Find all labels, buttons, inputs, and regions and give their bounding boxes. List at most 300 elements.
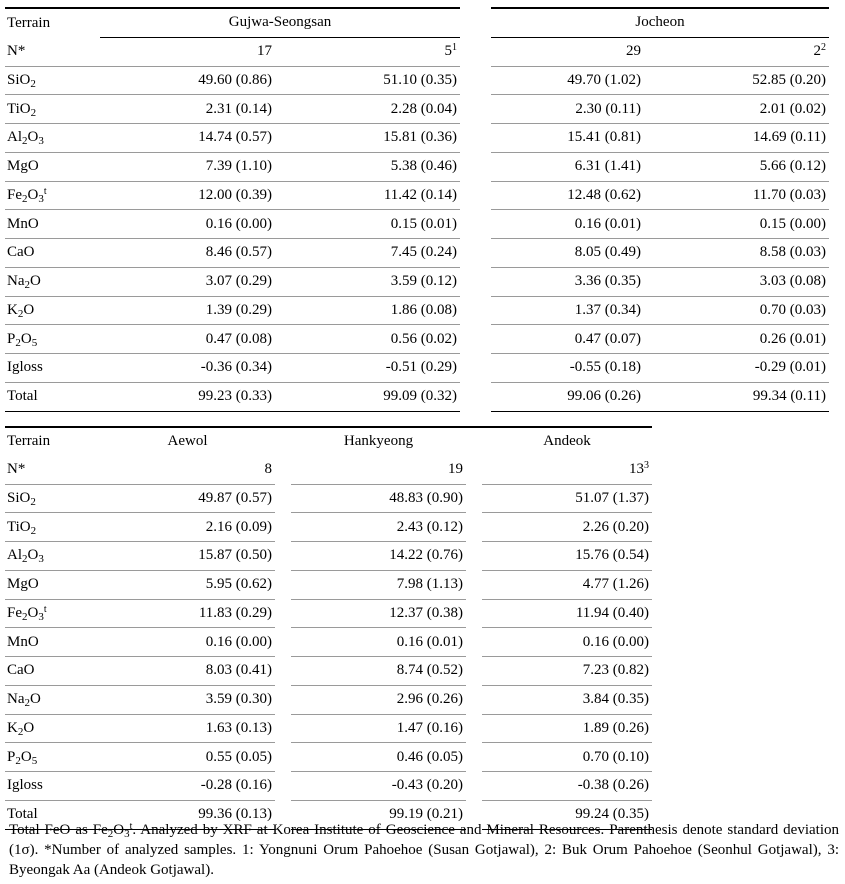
value-cell xyxy=(491,66,644,95)
value-text: 8.05 (0.49) xyxy=(574,244,641,261)
oxide-label xyxy=(5,296,100,325)
value-text: 4.77 (1.26) xyxy=(582,576,649,593)
value-cell xyxy=(275,210,460,239)
sample-count: 17 xyxy=(257,43,272,60)
oxide-row xyxy=(5,239,829,268)
value-cell xyxy=(482,714,652,743)
column-gap xyxy=(275,743,291,772)
oxide-name: Fe xyxy=(7,186,22,203)
oxide-label xyxy=(5,685,100,714)
value-cell xyxy=(100,513,275,542)
oxide-row xyxy=(5,325,829,354)
value-cell xyxy=(100,772,275,801)
value-text: 8.46 (0.57) xyxy=(205,244,272,261)
value-cell xyxy=(482,513,652,542)
value-text: 15.81 (0.36) xyxy=(383,129,457,146)
oxide-name: CaO xyxy=(7,244,35,261)
oxide-name-suffix: O xyxy=(23,719,35,736)
value-text: 2.96 (0.26) xyxy=(396,691,463,708)
value-text: 0.47 (0.08) xyxy=(205,330,272,347)
column-gap xyxy=(460,382,491,411)
value-text: 11.42 (0.14) xyxy=(383,186,457,203)
oxide-name: MgO xyxy=(7,576,39,593)
value-cell xyxy=(100,657,275,686)
oxide-name-suffix: O xyxy=(20,748,32,765)
value-text: 14.74 (0.57) xyxy=(198,129,272,146)
oxide-label xyxy=(5,354,100,383)
column-gap xyxy=(466,427,482,456)
value-text: 3.84 (0.35) xyxy=(582,691,649,708)
value-cell xyxy=(100,542,275,571)
column-gap xyxy=(275,772,291,801)
sample-count: 5 xyxy=(444,43,452,60)
oxide-row xyxy=(5,124,829,153)
value-text: 0.46 (0.05) xyxy=(396,748,463,765)
oxide-name: SiO xyxy=(7,71,31,88)
oxide-subscript: 2 xyxy=(24,697,30,710)
column-gap xyxy=(460,95,491,124)
value-text: 49.70 (1.02) xyxy=(567,71,641,88)
value-cell xyxy=(491,382,644,411)
oxide-row xyxy=(5,772,652,801)
oxide-label xyxy=(5,66,100,95)
oxide-row xyxy=(5,743,652,772)
oxide-subscript: 3 xyxy=(38,610,44,623)
oxide-name: TiO xyxy=(7,518,31,535)
value-text: 2.30 (0.11) xyxy=(575,100,641,117)
sample-count-cell xyxy=(491,37,644,66)
oxide-name: Al xyxy=(7,129,22,146)
value-text: 49.60 (0.86) xyxy=(198,71,272,88)
oxide-subscript: 2 xyxy=(17,307,24,320)
oxide-subscript: 5 xyxy=(31,336,38,349)
oxide-label xyxy=(5,95,100,124)
value-text: 99.34 (0.11) xyxy=(752,388,826,405)
sample-count-cell xyxy=(100,37,275,66)
value-cell xyxy=(100,267,275,296)
oxide-name: Igloss xyxy=(7,777,43,794)
column-gap xyxy=(460,37,491,66)
oxide-label xyxy=(5,325,100,354)
value-cell xyxy=(291,542,466,571)
column-gap xyxy=(460,239,491,268)
oxide-label xyxy=(5,382,100,411)
value-text: 99.19 (0.21) xyxy=(389,806,463,823)
oxide-label xyxy=(5,239,100,268)
oxide-row xyxy=(5,542,652,571)
value-text: 0.16 (0.00) xyxy=(205,633,272,650)
value-text: 99.36 (0.13) xyxy=(198,806,272,823)
column-gap xyxy=(275,599,291,628)
group-name: Hankyeong xyxy=(343,433,414,450)
sample-count: 8 xyxy=(264,461,272,478)
footnote-text-rest: . Analyzed by XRF at Korea Institute of Geoscience and Mineral Resources. Parenthesis denote standard deviation (1σ). *Number of analyzed samples. 1: Yongnuni Orum Pahoehoe (Susan Gotjawal), 2: Buk Orum Pahoehoe (Seonhul Gotjawal), 3: Byeongak Aa (Andeok Gotjawal). xyxy=(9,822,839,878)
value-text: 2.43 (0.12) xyxy=(396,518,463,535)
value-cell xyxy=(482,599,652,628)
value-text: 8.03 (0.41) xyxy=(205,662,272,679)
column-gap xyxy=(466,685,482,714)
value-cell xyxy=(100,484,275,513)
oxide-label xyxy=(5,714,100,743)
column-gap xyxy=(466,484,482,513)
column-gap xyxy=(275,628,291,657)
oxide-name: P xyxy=(7,748,16,765)
n-label-cell xyxy=(5,456,100,484)
value-text: 3.59 (0.30) xyxy=(205,691,272,708)
value-text: 11.70 (0.03) xyxy=(752,186,826,203)
value-text: 0.15 (0.01) xyxy=(390,215,457,232)
value-text: -0.29 (0.01) xyxy=(754,359,826,376)
n-label: N* xyxy=(7,42,26,59)
oxide-label xyxy=(5,599,100,628)
oxide-name: Al xyxy=(7,547,22,564)
value-text: 0.56 (0.02) xyxy=(390,330,457,347)
terrain-label: Terrain xyxy=(7,433,51,450)
value-cell xyxy=(491,354,644,383)
value-cell xyxy=(100,570,275,599)
oxide-name-suffix: O xyxy=(30,691,41,708)
value-cell xyxy=(275,152,460,181)
oxide-label xyxy=(5,743,100,772)
value-text: 14.69 (0.11) xyxy=(752,129,826,146)
oxide-name: Fe xyxy=(7,604,22,621)
group-name: Andeok xyxy=(543,433,591,450)
oxide-subscript: 2 xyxy=(22,192,28,205)
terrain-header xyxy=(5,427,100,456)
column-gap xyxy=(466,542,482,571)
value-text: 12.37 (0.38) xyxy=(389,604,463,621)
oxide-name: MnO xyxy=(7,633,39,650)
oxide-label xyxy=(5,657,100,686)
oxide-label xyxy=(5,124,100,153)
value-cell xyxy=(644,95,829,124)
column-gap xyxy=(275,456,291,484)
value-cell xyxy=(644,124,829,153)
group-header xyxy=(291,427,466,456)
value-cell xyxy=(491,152,644,181)
value-text: 0.15 (0.00) xyxy=(759,215,826,232)
oxide-label xyxy=(5,181,100,210)
value-text: 0.16 (0.00) xyxy=(205,215,272,232)
oxide-label xyxy=(5,267,100,296)
value-text: 12.48 (0.62) xyxy=(567,186,641,203)
value-cell xyxy=(644,354,829,383)
footnote-oxide: O xyxy=(113,822,125,838)
value-text: 1.63 (0.13) xyxy=(205,719,272,736)
value-cell xyxy=(291,599,466,628)
oxide-label xyxy=(5,628,100,657)
column-gap xyxy=(275,657,291,686)
value-text: 99.23 (0.33) xyxy=(198,388,272,405)
value-text: 1.86 (0.08) xyxy=(390,301,457,318)
sample-count-row xyxy=(5,456,652,484)
value-cell xyxy=(482,484,652,513)
oxide-row xyxy=(5,484,652,513)
oxide-row xyxy=(5,657,652,686)
oxide-superscript: t xyxy=(43,603,47,615)
table-footnote xyxy=(9,820,839,880)
value-text: 0.70 (0.10) xyxy=(582,748,649,765)
oxide-name: Total xyxy=(7,806,38,823)
oxide-subscript: 2 xyxy=(22,553,28,566)
value-text: 0.16 (0.01) xyxy=(574,215,641,232)
group-header xyxy=(100,8,460,37)
value-text: -0.43 (0.20) xyxy=(391,777,463,794)
sample-count-footnote-mark: 3 xyxy=(644,460,649,472)
value-cell xyxy=(644,382,829,411)
value-cell xyxy=(491,124,644,153)
oxide-label xyxy=(5,542,100,571)
oxide-row xyxy=(5,513,652,542)
value-cell xyxy=(482,772,652,801)
value-text: 1.37 (0.34) xyxy=(574,301,641,318)
value-cell xyxy=(291,484,466,513)
footnote-superscript: t xyxy=(129,821,133,832)
value-text: 0.55 (0.05) xyxy=(205,748,272,765)
column-gap xyxy=(460,124,491,153)
value-cell xyxy=(275,181,460,210)
sample-count: 29 xyxy=(626,43,641,60)
column-gap xyxy=(460,210,491,239)
value-cell xyxy=(275,382,460,411)
oxide-name-suffix: O xyxy=(27,547,39,564)
column-gap xyxy=(275,685,291,714)
oxide-subscript: 2 xyxy=(30,524,37,537)
group-header xyxy=(482,427,652,456)
column-gap xyxy=(460,66,491,95)
oxide-name: Igloss xyxy=(7,359,43,376)
column-gap xyxy=(460,354,491,383)
oxide-row xyxy=(5,599,652,628)
value-text: 52.85 (0.20) xyxy=(752,71,826,88)
value-text: 5.95 (0.62) xyxy=(205,576,272,593)
value-cell xyxy=(291,743,466,772)
oxide-subscript: 3 xyxy=(38,192,44,205)
value-cell xyxy=(491,239,644,268)
group-header xyxy=(100,427,275,456)
oxide-name: P xyxy=(7,330,16,347)
oxide-name: CaO xyxy=(7,662,35,679)
terrain-label: Terrain xyxy=(7,14,51,31)
value-text: -0.36 (0.34) xyxy=(200,359,272,376)
oxide-label xyxy=(5,152,100,181)
oxide-name: K xyxy=(7,301,18,318)
value-text: 1.89 (0.26) xyxy=(582,719,649,736)
value-cell xyxy=(275,296,460,325)
column-gap xyxy=(466,628,482,657)
value-text: 8.74 (0.52) xyxy=(396,662,463,679)
sample-count: 2 xyxy=(813,43,821,60)
value-cell xyxy=(275,354,460,383)
oxide-row xyxy=(5,685,652,714)
value-cell xyxy=(291,714,466,743)
value-cell xyxy=(644,325,829,354)
column-gap xyxy=(275,427,291,456)
value-text: 3.03 (0.08) xyxy=(759,273,826,290)
value-text: 3.36 (0.35) xyxy=(574,273,641,290)
header-row xyxy=(5,427,652,456)
oxide-name-suffix: O xyxy=(30,273,41,290)
value-text: -0.55 (0.18) xyxy=(569,359,641,376)
column-gap xyxy=(460,325,491,354)
value-text: 5.66 (0.12) xyxy=(759,158,826,175)
group-name: Aewol xyxy=(167,433,208,450)
value-cell xyxy=(100,599,275,628)
value-cell xyxy=(482,743,652,772)
oxide-row xyxy=(5,66,829,95)
oxide-name: Na xyxy=(7,273,25,290)
value-text: 15.76 (0.54) xyxy=(575,547,649,564)
value-cell xyxy=(291,772,466,801)
value-text: 12.00 (0.39) xyxy=(198,186,272,203)
oxide-name: SiO xyxy=(7,489,31,506)
value-cell xyxy=(291,570,466,599)
oxide-name-suffix: O xyxy=(27,604,39,621)
value-text: 7.98 (1.13) xyxy=(396,576,463,593)
value-text: 7.39 (1.10) xyxy=(205,158,272,175)
column-gap xyxy=(466,570,482,599)
footnote-subscript: 3 xyxy=(124,828,130,840)
oxide-subscript: 2 xyxy=(30,77,36,90)
sample-count: 13 xyxy=(629,461,644,478)
terrain-header xyxy=(5,8,100,37)
sample-count-footnote-mark: 1 xyxy=(452,42,457,54)
oxide-row xyxy=(5,152,829,181)
sample-count-cell xyxy=(644,37,829,66)
column-gap xyxy=(460,152,491,181)
value-text: 14.22 (0.76) xyxy=(389,547,463,564)
value-text: 11.94 (0.40) xyxy=(575,604,649,621)
oxide-name: TiO xyxy=(7,100,31,117)
value-cell xyxy=(482,657,652,686)
value-cell xyxy=(100,628,275,657)
value-text: 2.26 (0.20) xyxy=(582,518,649,535)
value-text: 15.41 (0.81) xyxy=(567,129,641,146)
column-gap xyxy=(466,456,482,484)
value-cell xyxy=(644,181,829,210)
value-text: 2.16 (0.09) xyxy=(205,518,272,535)
group-name: Jocheon xyxy=(635,14,685,31)
value-cell xyxy=(491,325,644,354)
oxide-name: Na xyxy=(7,691,25,708)
oxide-subscript: 2 xyxy=(15,336,21,349)
value-cell xyxy=(100,124,275,153)
value-cell xyxy=(482,570,652,599)
oxide-subscript: 5 xyxy=(31,754,38,767)
oxide-name: MgO xyxy=(7,158,39,175)
group-header xyxy=(491,8,829,37)
value-text: 49.87 (0.57) xyxy=(198,489,272,506)
oxide-subscript: 2 xyxy=(30,495,36,508)
oxide-name: Total xyxy=(7,388,38,405)
value-text: 0.26 (0.01) xyxy=(759,330,826,347)
value-cell xyxy=(100,181,275,210)
value-text: 2.01 (0.02) xyxy=(759,100,826,117)
value-cell xyxy=(275,66,460,95)
column-gap xyxy=(275,714,291,743)
oxide-subscript: 2 xyxy=(17,725,24,738)
oxide-label xyxy=(5,210,100,239)
value-text: 99.09 (0.32) xyxy=(383,388,457,405)
value-text: 8.58 (0.03) xyxy=(759,244,826,261)
value-cell xyxy=(100,210,275,239)
sample-count-footnote-mark: 2 xyxy=(821,42,826,54)
value-cell xyxy=(275,325,460,354)
column-gap xyxy=(466,743,482,772)
value-cell xyxy=(100,95,275,124)
value-cell xyxy=(100,66,275,95)
n-label: N* xyxy=(7,461,26,478)
value-cell xyxy=(491,210,644,239)
value-text: 2.31 (0.14) xyxy=(205,100,272,117)
oxide-name: K xyxy=(7,719,18,736)
sample-count: 19 xyxy=(448,461,463,478)
value-cell xyxy=(100,239,275,268)
value-text: 3.07 (0.29) xyxy=(205,273,272,290)
header-row xyxy=(5,8,829,37)
oxide-label xyxy=(5,570,100,599)
column-gap xyxy=(466,513,482,542)
value-cell xyxy=(100,685,275,714)
value-text: 51.10 (0.35) xyxy=(383,71,457,88)
oxide-subscript: 2 xyxy=(22,610,28,623)
value-cell xyxy=(291,685,466,714)
oxide-name-suffix: O xyxy=(27,186,39,203)
value-text: 1.39 (0.29) xyxy=(205,301,272,318)
column-gap xyxy=(466,714,482,743)
value-text: 48.83 (0.90) xyxy=(389,489,463,506)
value-text: -0.51 (0.29) xyxy=(385,359,457,376)
value-text: 7.23 (0.82) xyxy=(582,662,649,679)
value-cell xyxy=(482,542,652,571)
sample-count-cell xyxy=(100,456,275,484)
oxide-row xyxy=(5,296,829,325)
oxide-row xyxy=(5,714,652,743)
total-row xyxy=(5,382,829,411)
value-text: 99.24 (0.35) xyxy=(575,806,649,823)
composition-table-east xyxy=(5,7,829,412)
value-text: 51.07 (1.37) xyxy=(575,489,649,506)
value-cell xyxy=(100,152,275,181)
column-gap xyxy=(460,8,491,37)
oxide-row xyxy=(5,354,829,383)
value-cell xyxy=(491,95,644,124)
value-cell xyxy=(291,628,466,657)
oxide-name: MnO xyxy=(7,215,39,232)
oxide-label xyxy=(5,484,100,513)
value-text: 15.87 (0.50) xyxy=(198,547,272,564)
sample-count-cell xyxy=(291,456,466,484)
value-text: 1.47 (0.16) xyxy=(396,719,463,736)
composition-table-west xyxy=(5,426,652,830)
value-text: 0.47 (0.07) xyxy=(574,330,641,347)
sample-count-cell xyxy=(482,456,652,484)
oxide-row xyxy=(5,95,829,124)
footnote-subscript: 2 xyxy=(107,828,114,840)
oxide-subscript: 3 xyxy=(38,135,44,148)
value-text: 6.31 (1.41) xyxy=(574,158,641,175)
value-cell xyxy=(100,743,275,772)
value-cell xyxy=(291,513,466,542)
value-cell xyxy=(275,124,460,153)
value-cell xyxy=(491,267,644,296)
oxide-row xyxy=(5,210,829,239)
column-gap xyxy=(466,772,482,801)
column-gap xyxy=(275,542,291,571)
value-text: 5.38 (0.46) xyxy=(390,158,457,175)
value-cell xyxy=(275,267,460,296)
value-cell xyxy=(100,714,275,743)
